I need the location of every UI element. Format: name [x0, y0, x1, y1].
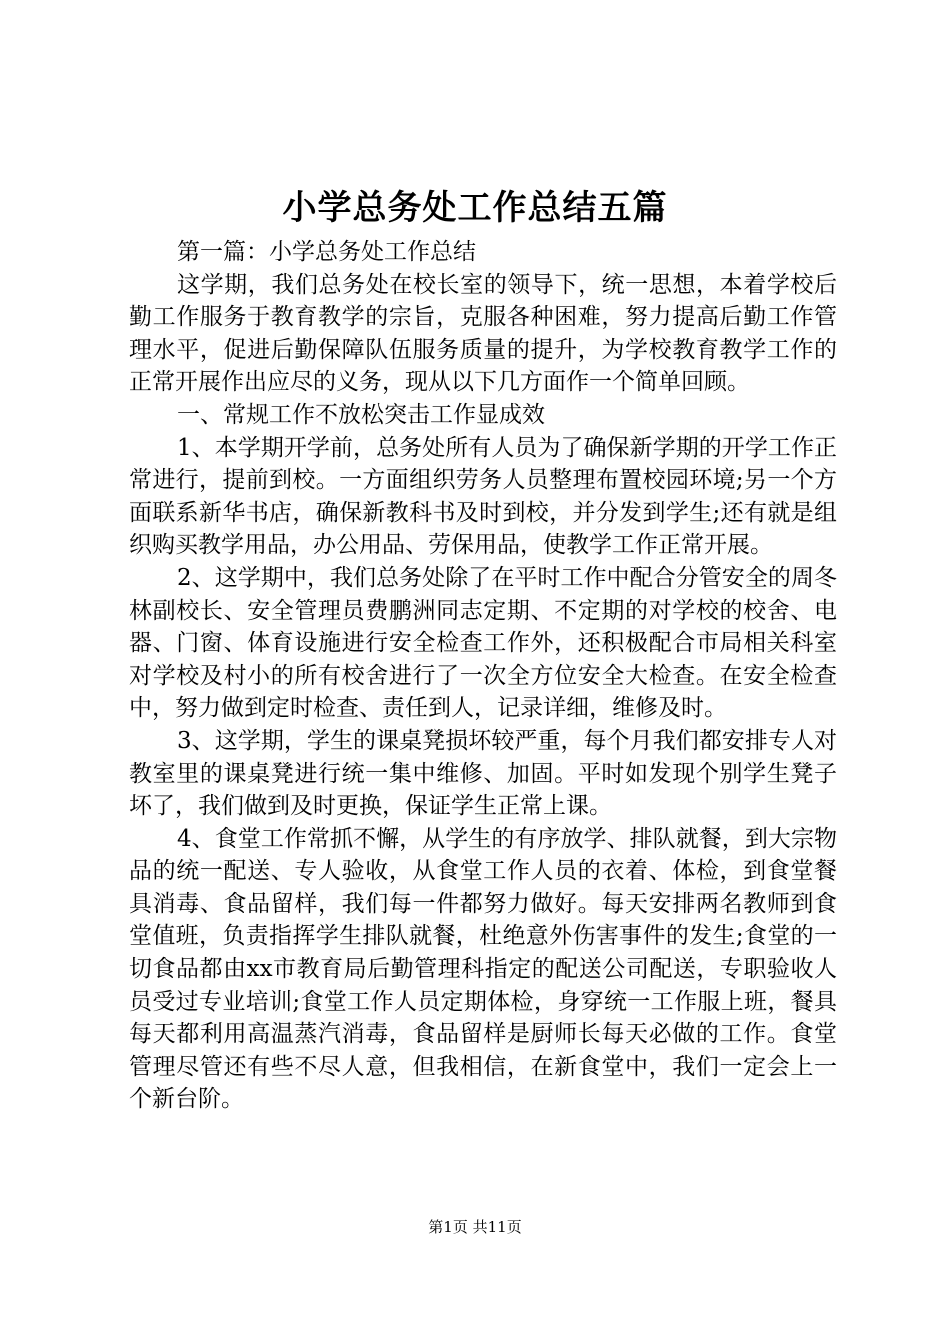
- paragraph: 这学期，我们总务处在校长室的领导下，统一思想，本着学校后勤工作服务于教育教学的宗旨，克服各种困难，努力提高后勤工作管理水平，促进后勤保障队伍服务质量的提升，为学校教育教学工作的正常开展作出应尽的义务，现从以下几方面作一个简单回顾。: [129, 271, 837, 396]
- document-title: 小学总务处工作总结五篇: [282, 188, 668, 228]
- subsection-heading: 一、常规工作不放松突击工作显成效: [177, 401, 545, 428]
- paragraph: 3、这学期，学生的课桌凳损坏较严重，每个月我们都安排专人对教室里的课桌凳进行统一集中维修、加固。平时如发现个别学生凳子坏了，我们做到及时更换，保证学生正常上课。: [129, 727, 837, 820]
- paragraph: 2、这学期中，我们总务处除了在平时工作中配合分管安全的周冬林副校长、安全管理员费鹏洲同志定期、不定期的对学校的校舍、电器、门窗、体育设施进行安全检查工作外，还积极配合市局相关科室对学校及村小的所有校舍进行了一次全方位安全大检查。在安全检查中，努力做到定时检查、责任到人，记录详细，维修及时。: [129, 564, 837, 722]
- section-heading: 第一篇：小学总务处工作总结: [177, 239, 476, 265]
- document-body: [129, 236, 837, 1116]
- paragraph: 1、本学期开学前，总务处所有人员为了确保新学期的开学工作正常进行，提前到校。一方面组织劳务人员整理布置校园环境;另一个方面联系新华书店，确保新教科书及时到校，并分发到学生;还有就是组织购买教学用品，办公用品、劳保用品，使教学工作正常开展。: [129, 434, 837, 559]
- paragraph: 4、食堂工作常抓不懈，从学生的有序放学、排队就餐，到大宗物品的统一配送、专人验收，从食堂工作人员的衣着、体检，到食堂餐具消毒、食品留样，我们每一件都努力做好。每天安排两名教师到食堂值班，负责指挥学生排队就餐，杜绝意外伤害事件的发生;食堂的一切食品都由xx市教育局后勤管理科指定的配送公司配送，专职验收人员受过专业培训;食堂工作人员定期体检，身穿统一工作服上班，餐具每天都利用高温蒸汽消毒，食品留样是厨师长每天必做的工作。食堂管理尽管还有些不尽人意，但我相信，在新食堂中，我们一定会上一个新台阶。: [129, 825, 837, 1113]
- page-footer: 第1页 共11页: [428, 1218, 522, 1236]
